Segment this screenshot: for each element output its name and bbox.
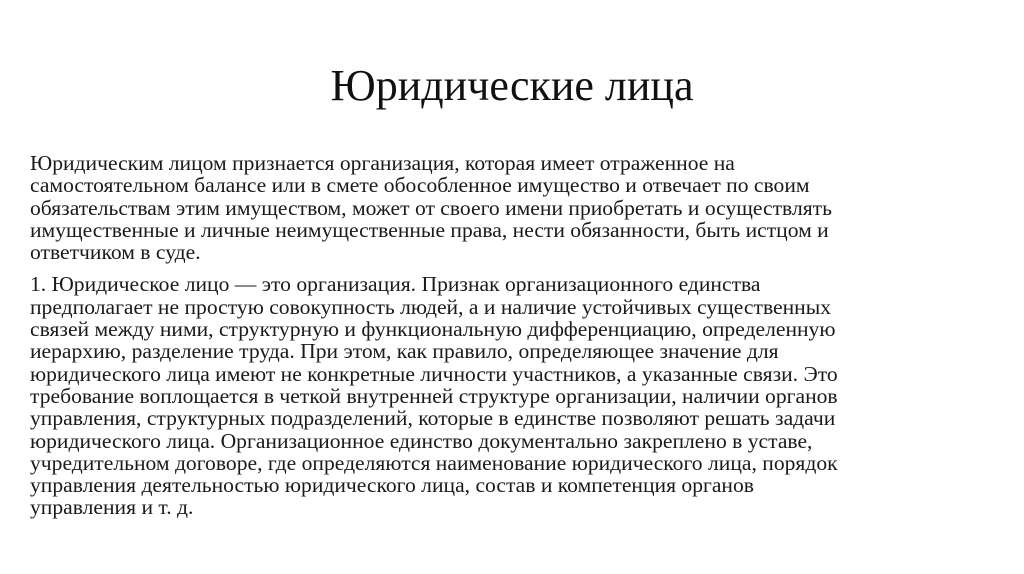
organization-paragraph xyxy=(30,273,1005,518)
text-line: предполагает не простую совокупность людей, а и наличие устойчивых существенных xyxy=(30,294,832,319)
text-line: юридического лица имеют не конкретные личности участников, а указанные связи. Это xyxy=(30,361,838,386)
definition-paragraph xyxy=(30,152,1005,263)
text-line: управления, структурных подразделений, которые в единстве позволяют решать задачи xyxy=(30,406,836,431)
text-line: самостоятельном балансе или в смете обособленное имущество и отвечает по своим xyxy=(30,173,810,198)
text-line: обязательствам этим имуществом, может от своего имени приобретать и осуществлять xyxy=(30,195,832,220)
text-line: иерархию, разделение труда. При этом, как правило, определяющее значение для xyxy=(30,339,779,364)
slide-body xyxy=(30,152,1005,519)
text-line: ответчиком в суде. xyxy=(30,240,201,265)
slide-title: Юридические лица xyxy=(330,61,694,110)
text-line: связей между ними, структурную и функциональную дифференциацию, определенную xyxy=(30,317,836,342)
text-line: требование воплощается в четкой внутренней структуре организации, наличии органов xyxy=(30,383,838,408)
text-line: 1. Юридическое лицо — это организация. Признак организационного единства xyxy=(30,272,761,297)
text-line: Юридическим лицом признается организация, которая имеет отраженное на xyxy=(30,151,735,175)
text-line: юридического лица. Организационное единство документально закреплено в уставе, xyxy=(30,428,813,453)
text-line: управления и т. д. xyxy=(30,495,194,520)
text-line: управления деятельностью юридического лица, состав и компетенция органов xyxy=(30,473,754,498)
text-line: имущественные и личные неимущественные права, нести обязанности, быть истцом и xyxy=(30,217,829,242)
text-line: учредительном договоре, где определяются наименование юридического лица, порядок xyxy=(30,450,838,475)
